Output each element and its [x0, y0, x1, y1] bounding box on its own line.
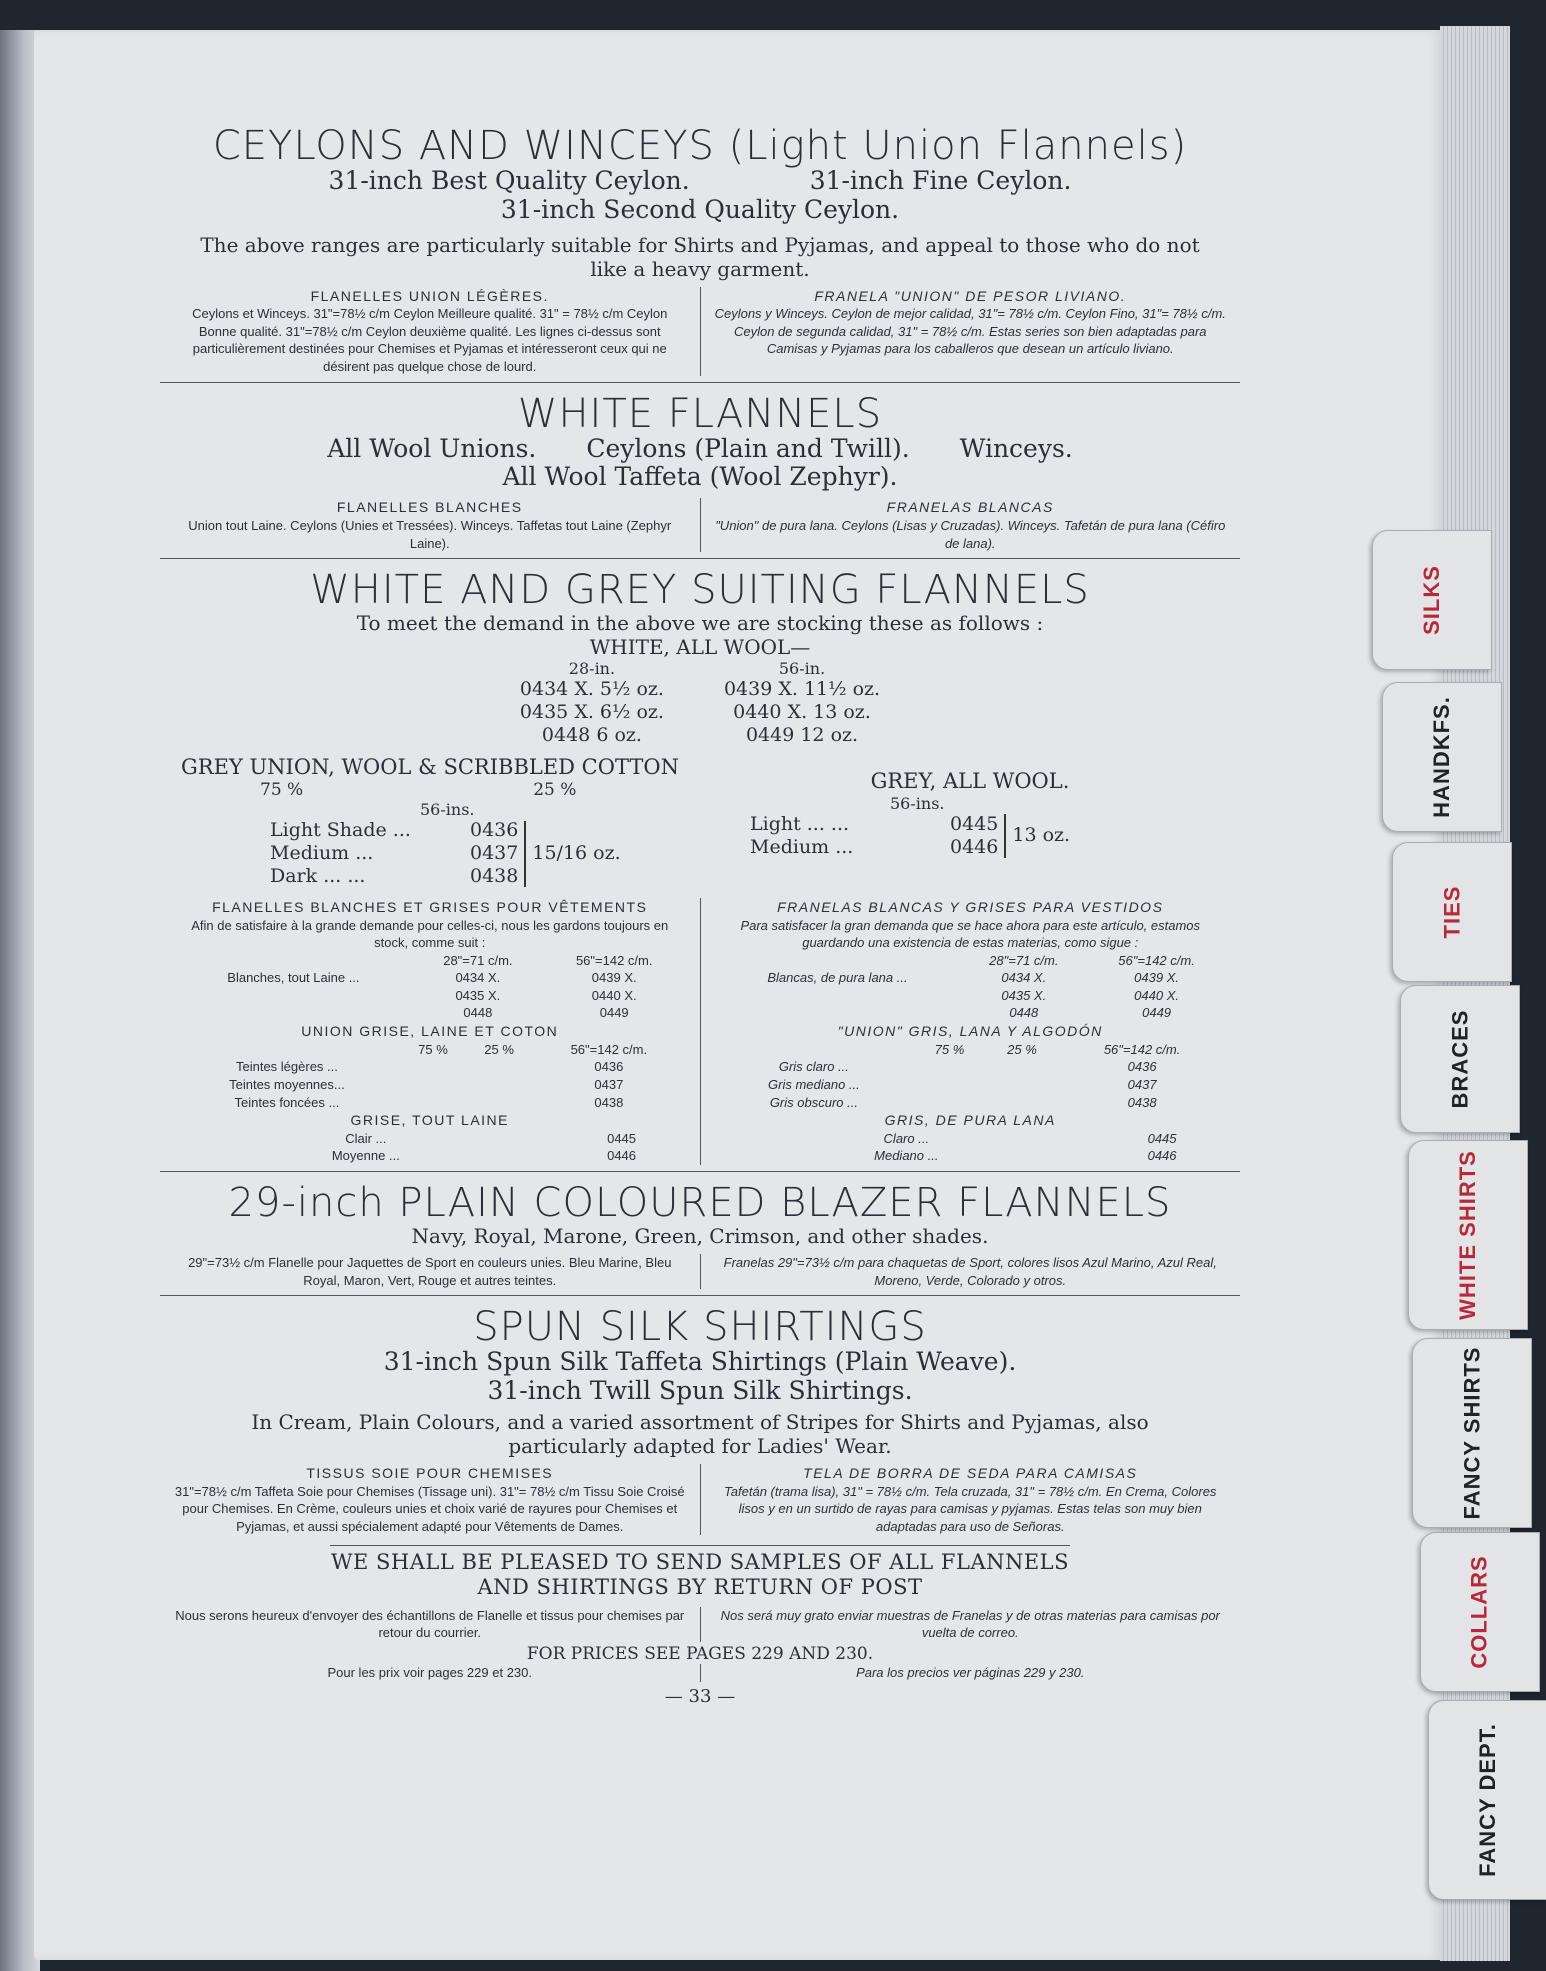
suiting-intro: To meet the demand in the above we are stocking these as follows :	[356, 611, 1044, 636]
suiting-spanish	[701, 898, 1241, 1165]
divider	[160, 1171, 1240, 1172]
shade-label: Light ... ...	[750, 813, 850, 836]
table-row	[174, 969, 686, 987]
spun-french	[160, 1464, 701, 1536]
code: 0439 X.	[591, 970, 637, 986]
spun-silk-title: SPUN SILK SHIRTINGS	[473, 1304, 927, 1351]
code: 0436	[470, 819, 519, 842]
prices-french: Pour les prix voir pages 229 et 230.	[160, 1664, 701, 1682]
samples-french: Nous serons heureux d'envoyer des échantillons de Flanelle et tissus pour chemises par retour du courrier.	[160, 1607, 701, 1642]
ceylons-description: The above ranges are particularly suitable for Shirts and Pyjamas, and appeal to those who do not like a heavy garment.	[200, 232, 1200, 281]
white-french	[160, 498, 701, 552]
white-french-heading: FLANELLES BLANCHES	[336, 499, 523, 516]
col-head: 28"=71 c/m.	[443, 952, 513, 968]
tab-handkfs[interactable]: HANDKFS.	[1382, 682, 1502, 832]
white-spanish	[701, 498, 1241, 552]
ceylons-french	[160, 287, 701, 376]
spun-spanish-text: Tafetán (trama lisa), 31" = 78½ c/m. Tela cruzada, 31" = 78½ c/m. En Crema, Colores lisos y en un surtido de rayas para camisas y pyjamas. Estas telas son muy bien adaptadas para uso de Señoras.	[724, 1483, 1217, 1534]
list-item: 0434 X. 5½ oz.	[519, 678, 664, 701]
row-label: Gris obscuro ...	[769, 1094, 858, 1110]
suiting-spanish-heading: FRANELAS BLANCAS Y GRISES PARA VESTIDOS	[777, 898, 1164, 915]
ceylons-line-1	[160, 167, 1240, 196]
ceylons-spanish-heading: FRANELA "UNION" DE PESOR LIVIANO.	[814, 287, 1127, 304]
grey-wool-weight: 13 oz.	[1012, 824, 1071, 847]
spanish-grey-wool-table	[715, 1130, 1227, 1165]
table-row	[270, 842, 518, 865]
table-row	[174, 1076, 686, 1094]
code: 0446	[1147, 1148, 1177, 1164]
col-head-56in: 56-in.	[778, 659, 826, 679]
twill-spun-silk: 31-inch Twill Spun Silk Shirtings.	[487, 1375, 913, 1405]
french-grey-union-heading: UNION GRISE, LAINE ET COTON	[301, 1022, 559, 1039]
table-row	[174, 1130, 686, 1148]
tab-fancy-dept[interactable]: FANCY DEPT.	[1428, 1700, 1546, 1900]
suiting-title: WHITE AND GREY SUITING FLANNELS	[310, 567, 1090, 614]
code: 0439 X.	[1134, 970, 1179, 986]
list-item: 0440 X. 13 oz.	[733, 701, 871, 724]
table-row	[715, 1076, 1227, 1094]
tab-ties[interactable]: TIES	[1392, 842, 1512, 982]
shade-label: Dark ... ...	[270, 865, 366, 887]
all-wool-taffeta: All Wool Taffeta (Wool Zephyr).	[502, 462, 898, 492]
grey-wool-heading: GREY, ALL WOOL.	[870, 768, 1070, 793]
code: 0436	[1127, 1059, 1157, 1075]
table-row	[715, 1058, 1227, 1076]
spun-silk-translations	[160, 1464, 1240, 1536]
table-row	[174, 987, 686, 1005]
row-label: Moyenne ...	[331, 1148, 400, 1164]
code: 0446	[607, 1148, 637, 1164]
grey-union-heading: GREY UNION, WOOL & SCRIBBLED COTTON	[181, 754, 679, 779]
col-head-28in: 28-in.	[568, 659, 616, 679]
percent-wool: 75 %	[260, 779, 304, 800]
blazer-colours: Navy, Royal, Marone, Green, Crimson, and other shades.	[411, 1224, 989, 1249]
shade-label: Light Shade ...	[270, 819, 411, 842]
blazer-french: 29"=73½ c/m Flanelle pour Jaquettes de Sport en couleurs unies. Bleu Marine, Bleu Royal, Maron, Vert, Rouge et autres teintes.	[160, 1254, 701, 1289]
spanish-grey-wool-heading: GRIS, DE PURA LANA	[884, 1112, 1056, 1129]
white-flannels-line-1	[160, 435, 1240, 464]
all-wool-unions: All Wool Unions.	[327, 433, 537, 463]
shade-label: Medium ...	[750, 835, 854, 858]
divider	[160, 558, 1240, 559]
winceys: Winceys.	[959, 433, 1073, 463]
table-row	[750, 836, 998, 859]
code: 0438	[594, 1094, 624, 1110]
page-number: — 33 —	[664, 1685, 736, 1707]
table-row	[715, 1147, 1227, 1165]
list-item: 0448 6 oz.	[541, 723, 642, 746]
blazer-spanish: Franelas 29"=73½ c/m para chaquetas de Sport, colores lisos Azul Marino, Azul Real, Moreno, Verde, Colorado y otros.	[723, 1255, 1217, 1288]
suiting-french-intro: Afin de satisfaire à la grande demande pour celles-ci, nous les gardons toujours en stock, comme suit :	[191, 917, 669, 951]
row-label: Claro ...	[883, 1130, 930, 1146]
row-label: Mediano ...	[874, 1148, 939, 1164]
code: 0445	[607, 1130, 637, 1146]
prices-spanish: Para los precios ver páginas 229 y 230.	[856, 1665, 1085, 1681]
shade-label: Medium ...	[270, 842, 374, 865]
col-head: 75 %	[418, 1041, 448, 1057]
row-label: Gris claro ...	[778, 1059, 849, 1075]
col-head: 56"=142 c/m.	[1103, 1041, 1181, 1057]
table-row	[715, 1041, 1227, 1059]
spun-spanish	[701, 1464, 1241, 1536]
grey-union-rows	[160, 819, 700, 887]
table-row	[715, 952, 1227, 970]
ceylons-plain-twill: Ceylons (Plain and Twill).	[586, 433, 910, 463]
list-item: 0435 X. 6½ oz.	[519, 701, 664, 724]
page-content	[160, 125, 1240, 1707]
table-row	[270, 865, 518, 888]
spun-french-text: 31"=78½ c/m Taffeta Soie pour Chemises (Tissage uni). 31"= 78½ c/m Tissu Soie Croisé pour Chemises. En Crème, couleurs unies et choix varié de rayures pour Chemises et Pyjamas, et aussi spécialement adapté pour Vêtements de Dames.	[174, 1483, 685, 1534]
code: 0440 X.	[591, 987, 637, 1003]
table-row	[270, 819, 518, 842]
col-head: 56"=142 c/m.	[575, 952, 653, 968]
french-grey-union-table	[174, 1041, 686, 1111]
spun-french-heading: TISSUS SOIE POUR CHEMISES	[306, 1464, 554, 1481]
spun-silk-description: In Cream, Plain Colours, and a varied assortment of Stripes for Shirts and Pyjamas, also particularly adapted for Ladies' Wear.	[251, 1409, 1149, 1458]
tab-collars[interactable]: COLLARS	[1420, 1532, 1540, 1692]
suiting-spanish-intro: Para satisfacer la gran demanda que se hace ahora para este artículo, estamos guardando una existencia de estas materias, como sigue :	[740, 917, 1201, 951]
code: 0437	[1127, 1076, 1157, 1092]
grey-union-list	[270, 819, 518, 887]
samples-spanish: Nos será muy grato enviar muestras de Franelas y de otras materias para camisas por vuelta de correo.	[720, 1607, 1220, 1641]
white-french-text: Union tout Laine. Ceylons (Unies et Tressées). Winceys. Taffetas tout Laine (Zephyr Laine).	[188, 517, 672, 551]
percent-cotton: 25 %	[533, 779, 577, 800]
code: 0435 X.	[1001, 987, 1047, 1003]
code: 0449	[599, 1005, 629, 1021]
ceylons-french-text: Ceylons et Winceys. 31"=78½ c/m Ceylon Meilleure qualité. 31" = 78½ c/m Ceylon Bonne qualité. 31"=78½ c/m Ceylon deuxième qualité. Les lignes ci-dessus sont particulièrement destinées pour Chemises et Pyjamas et intéresseront ceux qui ne désirent pas quelque chose de lourd.	[192, 306, 668, 375]
grey-wool-list	[750, 813, 998, 859]
best-quality-ceylon: 31-inch Best Quality Ceylon.	[328, 166, 690, 195]
table-row	[174, 1041, 686, 1059]
prices-translations	[160, 1664, 1240, 1682]
french-grey-wool-heading: GRISE, TOUT LAINE	[350, 1112, 510, 1129]
suiting-french-heading: FLANELLES BLANCHES ET GRISES POUR VÊTEMENTS	[212, 898, 648, 915]
code: 0445	[1147, 1130, 1177, 1146]
french-grey-wool-table	[174, 1130, 686, 1165]
white-flannels-title: WHITE FLANNELS	[517, 390, 883, 437]
grey-union-percentages	[160, 780, 700, 800]
white-flannels-translations	[160, 498, 1240, 552]
suiting-translations	[160, 898, 1240, 1165]
ceylons-french-heading: FLANELLES UNION LÉGÈRES.	[310, 287, 549, 304]
white-spanish-heading: FRANELAS BLANCAS	[886, 499, 1054, 516]
code: 0438	[470, 865, 519, 887]
col-head: 75 %	[934, 1041, 965, 1057]
table-row	[174, 1147, 686, 1165]
spanish-grey-union-heading: "UNION" GRIS, LANA Y ALGODÓN	[837, 1022, 1103, 1039]
table-row	[715, 969, 1227, 987]
code: 0435 X.	[455, 987, 501, 1003]
grey-wool-rows	[700, 813, 1240, 859]
spun-spanish-heading: TELA DE BORRA DE SEDA PARA CAMISAS	[803, 1464, 1138, 1481]
tab-white-shirts[interactable]: WHITE SHIRTS	[1408, 1140, 1528, 1330]
brace	[1004, 814, 1006, 858]
white-spanish-text: "Union" de pura lana. Ceylons (Lisas y Cruzadas). Winceys. Tafetán de pura lana (Céfiro de lana).	[715, 517, 1226, 551]
code: 0436	[594, 1059, 624, 1075]
code: 0446	[950, 835, 999, 858]
row-label: Teintes foncées ...	[234, 1094, 340, 1110]
ceylons-spanish	[701, 287, 1241, 376]
col-head: 25 %	[484, 1041, 514, 1057]
tab-fancy-shirts[interactable]: FANCY SHIRTS	[1412, 1338, 1532, 1528]
blazer-translations	[160, 1254, 1240, 1289]
french-white-table	[174, 952, 686, 1022]
row-label: Blanches, tout Laine ...	[227, 970, 360, 986]
table-row	[750, 813, 998, 836]
tab-braces[interactable]: BRACES	[1400, 985, 1520, 1133]
code: 0445	[950, 813, 999, 836]
code: 0434 X.	[455, 970, 501, 986]
prices-notice: FOR PRICES SEE PAGES 229 AND 230.	[526, 1643, 874, 1664]
code: 0434 X.	[1001, 970, 1047, 986]
list-item: 0449 12 oz.	[745, 723, 859, 746]
table-row	[174, 1004, 686, 1022]
second-quality-ceylon: 31-inch Second Quality Ceylon.	[500, 194, 900, 224]
samples-box	[330, 1545, 1070, 1600]
table-row	[174, 1058, 686, 1076]
row-label: Teintes moyennes...	[229, 1076, 345, 1092]
grey-tables	[160, 755, 1240, 888]
table-row	[174, 952, 686, 970]
table-row	[174, 1094, 686, 1112]
samples-translations	[160, 1607, 1240, 1642]
grey-union-block	[160, 755, 700, 888]
white-all-wool-table	[160, 659, 1240, 747]
ceylons-title: CEYLONS AND WINCEYS (Light Union Flannels)	[212, 123, 1188, 169]
code: 0448	[463, 1005, 493, 1021]
grey-wool-width: 56-ins.	[890, 793, 945, 813]
code: 0437	[470, 842, 519, 865]
white-56in-column	[724, 659, 880, 747]
table-row	[715, 1130, 1227, 1148]
samples-notice: WE SHALL BE PLEASED TO SEND SAMPLES OF ALL FLANNELS AND SHIRTINGS BY RETURN OF POST	[330, 1550, 1070, 1600]
grey-union-width: 56-ins.	[420, 800, 475, 820]
table-row	[715, 987, 1227, 1005]
col-head: 25 %	[1007, 1041, 1037, 1057]
brace	[524, 821, 526, 887]
blazer-title: 29-inch PLAIN COLOURED BLAZER FLANNELS	[228, 1180, 1172, 1227]
table-row	[715, 1004, 1227, 1022]
divider	[160, 382, 1240, 383]
list-item: 0439 X. 11½ oz.	[723, 678, 881, 701]
row-label: Blancas, de pura lana ...	[767, 970, 908, 986]
row-label: Clair ...	[345, 1130, 387, 1146]
ceylons-spanish-text: Ceylons y Winceys. Ceylon de mejor calidad, 31"= 78½ c/m. Ceylon Fino, 31"= 78½ c/m. Ceylon de segunda calidad, 31" = 78½ c/m. Estas series son bien adaptadas para Camisas y Pyjamas para los caballeros que desean un artículo liviano.	[714, 306, 1226, 357]
col-head: 56"=142 c/m.	[570, 1041, 648, 1057]
code: 0438	[1127, 1094, 1157, 1110]
divider	[160, 1295, 1240, 1296]
code: 0448	[1009, 1005, 1039, 1021]
grey-wool-block	[700, 755, 1240, 888]
ceylons-translations	[160, 287, 1240, 376]
spun-silk-taffeta: 31-inch Spun Silk Taffeta Shirtings (Plain Weave).	[383, 1347, 1017, 1377]
suiting-french	[160, 898, 701, 1165]
spanish-white-table	[715, 952, 1227, 1022]
grey-union-weight: 15/16 oz.	[532, 842, 621, 865]
code: 0437	[594, 1076, 624, 1092]
code: 0449	[1142, 1005, 1172, 1021]
row-label: Teintes légères ...	[235, 1059, 338, 1075]
table-row	[715, 1094, 1227, 1112]
col-head: 56"=142 c/m.	[1118, 952, 1195, 968]
col-head: 28"=71 c/m.	[989, 952, 1059, 968]
code: 0440 X.	[1134, 987, 1179, 1003]
spanish-grey-union-table	[715, 1041, 1227, 1111]
row-label: Gris mediano ...	[768, 1076, 860, 1092]
fine-ceylon: 31-inch Fine Ceylon.	[809, 166, 1072, 195]
tab-silks[interactable]: SILKS	[1372, 530, 1492, 670]
white-28in-column	[520, 659, 664, 747]
white-all-wool-heading: WHITE, ALL WOOL—	[589, 635, 811, 660]
